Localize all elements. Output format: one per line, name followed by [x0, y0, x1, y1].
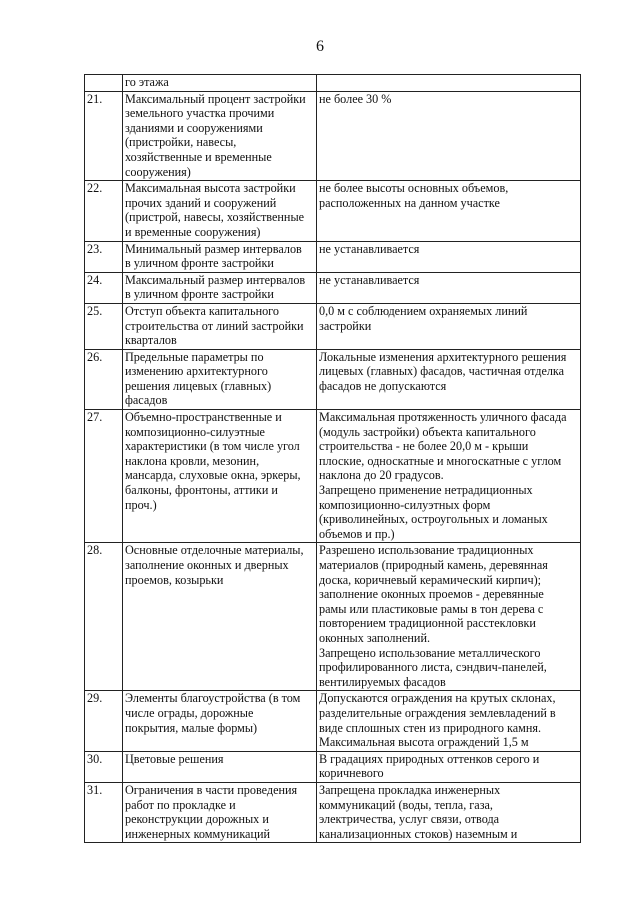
value-text-line: профилированного листа, сэндвич-панелей,: [319, 660, 547, 675]
table-row: [85, 543, 581, 691]
parameter-cell: [123, 410, 317, 543]
parameter-text-line: (пристройки, навесы,: [125, 135, 237, 150]
row-number: 29.: [87, 691, 103, 706]
parameter-text-line: земельного участка прочими: [125, 106, 275, 121]
value-text-line: разделительные ограждения землевладений в: [319, 705, 556, 720]
table-row: [85, 75, 581, 92]
row-number: 27.: [87, 410, 103, 425]
parameter-text-line: изменению архитектурного: [125, 364, 268, 379]
parameter-text-line: покрытия, малые формы): [125, 720, 258, 735]
row-number-cell: [85, 241, 123, 272]
parameter-cell: [123, 543, 317, 691]
parameter-cell: [123, 272, 317, 303]
value-text-line: лицевых (главных) фасадов, частичная отделка: [319, 364, 565, 379]
parameter-text-line: строительства от линий застройки: [125, 318, 304, 333]
value-text-line: В градациях природных оттенков серого и: [319, 751, 540, 766]
value-cell: [317, 349, 581, 409]
table-row: [85, 349, 581, 409]
row-number: 21.: [87, 91, 103, 106]
parameter-text-line: Максимальный процент застройки: [125, 91, 306, 106]
parameter-text-line: прочих зданий и сооружений: [125, 195, 277, 210]
row-number-cell: [85, 691, 123, 751]
parameter-text-line: Максимальная высота застройки: [125, 181, 296, 196]
value-text-line: материалов (природный камень, деревянная: [319, 558, 548, 572]
parameter-text-line: (пристрой, навесы, хозяйственные: [125, 210, 305, 225]
value-text-line: коричневого: [319, 766, 384, 781]
parameter-text-line: наклона кровли, мезонин,: [125, 453, 260, 468]
parameter-text-line: в уличном фронте застройки: [125, 256, 274, 271]
value-text-line: не более высоты основных объемов,: [319, 181, 509, 196]
row-number-cell: [85, 349, 123, 409]
table-row: [85, 751, 581, 782]
value-cell: [317, 410, 581, 543]
value-text-line: (модуль застройки) объекта капитального: [319, 424, 536, 439]
parameter-text-line: работ по прокладке и: [125, 797, 236, 812]
parameter-cell: [123, 751, 317, 782]
parameter-text-line: зданиями и сооружениями: [125, 120, 263, 135]
parameter-cell: [123, 303, 317, 349]
parameter-text-line: фасадов: [125, 393, 168, 408]
parameter-text-line: хозяйственные и временные: [125, 149, 272, 164]
parameter-text-line: Основные отделочные материалы,: [125, 543, 304, 558]
parameter-text-line: композиционно-силуэтные: [125, 424, 265, 439]
value-text-line: доска, коричневый керамический кирпич);: [319, 572, 542, 587]
table-row: [85, 272, 581, 303]
parameter-text-line: го этажа: [125, 75, 169, 89]
row-number: 26.: [87, 349, 103, 364]
value-text-line: застройки: [319, 318, 372, 333]
value-text-line: не устанавливается: [319, 241, 420, 256]
parameter-text-line: Ограничения в части проведения: [125, 782, 298, 797]
row-number: 28.: [87, 543, 103, 558]
row-number-cell: [85, 91, 123, 181]
parameter-text-line: Объемно-пространственные и: [125, 410, 282, 425]
value-cell: [317, 303, 581, 349]
value-text-line: оконных заполнений.: [319, 630, 431, 645]
value-text-line: наклона до 20 градусов.: [319, 468, 444, 483]
value-text-line: строительства - не более 20,0 м - крыши: [319, 439, 529, 454]
value-text-line: Запрещено использование металлического: [319, 645, 541, 660]
parameter-text-line: реконструкции дорожных и: [125, 812, 269, 827]
value-text-line: вентилируемых фасадов: [319, 674, 446, 689]
parameter-text-line: инженерных коммуникаций: [125, 826, 271, 841]
table-row: [85, 303, 581, 349]
parameter-text-line: и временные сооружения): [125, 224, 261, 239]
value-text-line: виде сплошных стен из природного камня.: [319, 720, 542, 735]
value-text-line: Допускаются ограждения на крутых склонах,: [319, 691, 556, 706]
parameter-text-line: заполнение оконных и дверных: [125, 558, 289, 572]
parameter-text-line: балконы, фронтоны, аттики и: [125, 483, 278, 498]
parameter-text-line: Предельные параметры по: [125, 349, 264, 364]
table-row: [85, 181, 581, 241]
value-text-line: Максимальная высота ограждений 1,5 м: [319, 735, 529, 750]
value-cell: [317, 691, 581, 751]
table-row: [85, 91, 581, 181]
value-text-line: 0,0 м с соблюдением охраняемых линий: [319, 303, 528, 318]
parameter-cell: [123, 75, 317, 92]
value-text-line: повторением традиционной расстекловки: [319, 616, 536, 631]
row-number-cell: [85, 543, 123, 691]
value-text-line: плоские, односкатные и многоскатные с углом: [319, 453, 562, 468]
row-number-cell: [85, 782, 123, 842]
parameter-text-line: проч.): [125, 497, 157, 512]
value-text-line: Максимальная протяженность уличного фасада: [319, 410, 567, 425]
value-text-line: рамы или пластиковые рамы в тон дерева с: [319, 601, 544, 616]
value-text-line: электричества, услуг связи, отвода: [319, 812, 500, 827]
row-number: 23.: [87, 241, 103, 256]
parameter-text-line: Максимальный размер интервалов: [125, 272, 306, 287]
parameter-text-line: Минимальный размер интервалов: [125, 241, 302, 256]
value-text-line: объемов и пр.): [319, 526, 395, 541]
row-number-cell: [85, 75, 123, 92]
parameter-cell: [123, 349, 317, 409]
row-number-cell: [85, 181, 123, 241]
parameter-text-line: сооружения): [125, 164, 191, 179]
row-number: 24.: [87, 272, 103, 287]
value-cell: [317, 543, 581, 691]
value-text-line: канализационных стоков) наземным и: [319, 826, 518, 841]
regulations-table: [84, 74, 581, 843]
value-cell: [317, 751, 581, 782]
parameter-text-line: Элементы благоустройства (в том: [125, 691, 301, 706]
parameter-cell: [123, 241, 317, 272]
parameter-text-line: числе ограды, дорожные: [125, 705, 254, 720]
parameter-text-line: мансарда, слуховые окна, эркеры,: [125, 468, 301, 483]
parameter-text-line: Отступ объекта капитального: [125, 303, 279, 318]
value-text-line: расположенных на данном участке: [319, 195, 500, 210]
table-row: [85, 241, 581, 272]
parameter-cell: [123, 691, 317, 751]
value-cell: [317, 91, 581, 181]
value-cell: [317, 272, 581, 303]
value-cell: [317, 75, 581, 92]
table-row: [85, 782, 581, 842]
row-number: 22.: [87, 181, 103, 196]
parameter-cell: [123, 782, 317, 842]
value-text-line: композиционно-силуэтных форм: [319, 497, 491, 512]
parameter-text-line: решения лицевых (главных): [125, 378, 272, 393]
value-cell: [317, 782, 581, 842]
parameter-text-line: кварталов: [125, 333, 177, 348]
row-number: 25.: [87, 303, 103, 318]
regulations-table-body: [85, 75, 581, 843]
row-number: 30.: [87, 751, 103, 766]
value-text-line: Разрешено использование традиционных: [319, 543, 534, 558]
value-cell: [317, 241, 581, 272]
value-text-line: не устанавливается: [319, 272, 420, 287]
row-number-cell: [85, 303, 123, 349]
value-text-line: (криволинейных, остроугольных и ломаных: [319, 512, 548, 527]
parameter-text-line: Цветовые решения: [125, 751, 224, 766]
value-text-line: коммуникаций (воды, тепла, газа,: [319, 797, 493, 812]
value-text-line: заполнение оконных проемов - деревянные: [319, 587, 544, 602]
value-text-line: Запрещено применение нетрадиционных: [319, 483, 533, 498]
value-cell: [317, 181, 581, 241]
parameter-text-line: характеристики (в том числе угол: [125, 439, 300, 454]
parameter-text-line: в уличном фронте застройки: [125, 287, 274, 302]
row-number-cell: [85, 272, 123, 303]
parameter-cell: [123, 181, 317, 241]
table-row: [85, 410, 581, 543]
row-number-cell: [85, 410, 123, 543]
page-number: 6: [316, 38, 324, 55]
parameter-text-line: проемов, козырьки: [125, 572, 224, 587]
value-text-line: фасадов не допускаются: [319, 378, 447, 393]
table-row: [85, 691, 581, 751]
parameter-cell: [123, 91, 317, 181]
value-text-line: Локальные изменения архитектурного решения: [319, 349, 567, 364]
row-number-cell: [85, 751, 123, 782]
value-text-line: Запрещена прокладка инженерных: [319, 782, 501, 797]
value-text-line: не более 30 %: [319, 91, 392, 106]
row-number: 31.: [87, 782, 103, 797]
